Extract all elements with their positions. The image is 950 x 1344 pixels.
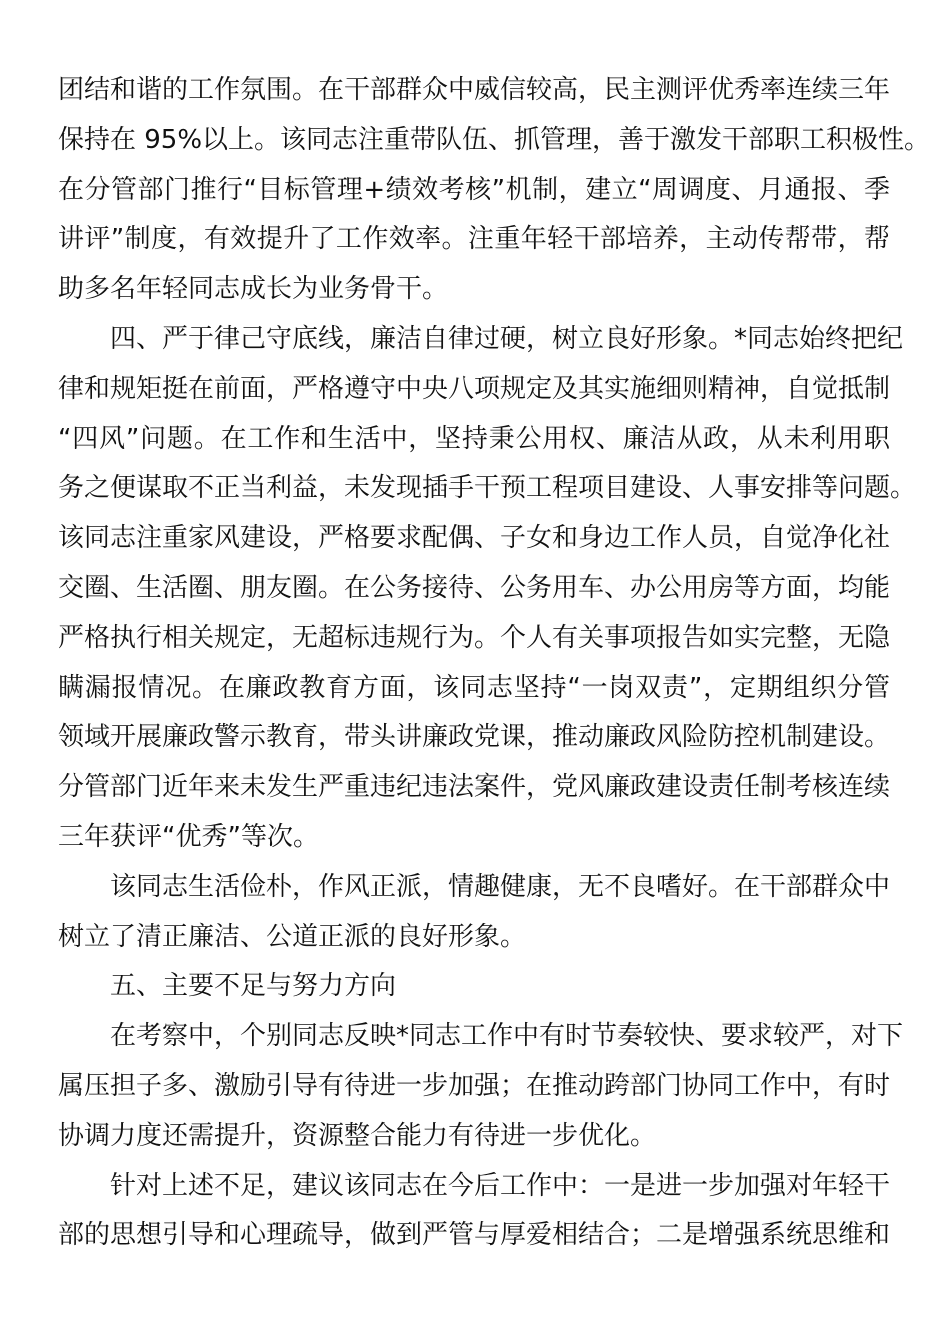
text-line: 三年获评“优秀”等次。 [58, 822, 319, 852]
text-line: “四风”问题。在工作和生活中，坚持秉公用权、廉洁从政，从未利用职 [58, 423, 890, 454]
text-line: 团结和谐的工作氛围。在干部群众中威信较高，民主测评优秀率连续三年 [58, 75, 891, 105]
text-line: 保持在 95%以上。该同志注重带队伍、抓管理，善于激发干部职工积极性。 [58, 124, 931, 155]
text-line: 瞒漏报情况。在廉政教育方面，该同志坚持“一岗双责”，定期组织分管 [58, 672, 890, 703]
text-line: 严格执行相关规定，无超标违规行为。个人有关事项报告如实完整，无隐 [58, 622, 891, 653]
text-line: 在考察中，个别同志反映*同志工作中有时节奏较快、要求较严，对下 [110, 1021, 904, 1052]
text-line: 分管部门近年来未发生严重违纪违法案件，党风廉政建设责任制考核连续 [58, 772, 891, 803]
text-line: 律和规矩挺在前面，严格遵守中央八项规定及其实施细则精神，自觉抵制 [58, 373, 891, 404]
text-line: 协调力度还需提升，资源整合能力有待进一步优化。 [58, 1120, 657, 1151]
text-line: 五、主要不足与努力方向 [110, 971, 397, 1002]
text-line: 树立了清正廉洁、公道正派的良好形象。 [58, 921, 527, 952]
text-line: 讲评”制度，有效提升了工作效率。注重年轻干部培养，主动传帮带，帮 [58, 224, 890, 255]
text-line: 助多名年轻同志成长为业务骨干。 [58, 274, 449, 305]
text-line: 属压担子多、激励引导有待进一步加强；在推动跨部门协同工作中，有时 [58, 1071, 891, 1101]
text-line: 部的思想引导和心理疏导，做到严管与厚爱相结合；二是增强系统思维和 [58, 1220, 891, 1251]
text-line: 交圈、生活圈、朋友圈。在公务接待、公务用车、办公用房等方面，均能 [58, 573, 891, 603]
text-line: 针对上述不足，建议该同志在今后工作中：一是进一步加强对年轻干 [110, 1170, 891, 1201]
text-line: 领域开展廉政警示教育，带头讲廉政党课，推动廉政风险防控机制建设。 [58, 722, 891, 753]
text-line: 在分管部门推行“目标管理+绩效考核”机制，建立“周调度、月通报、季 [58, 174, 890, 205]
text-line: 该同志生活俭朴，作风正派，情趣健康，无不良嗜好。在干部群众中 [110, 871, 891, 902]
text-line: 该同志注重家风建设，严格要求配偶、子女和身边工作人员，自觉净化社 [58, 523, 891, 554]
text-line: 四、严于律己守底线，廉洁自律过硬，树立良好形象。*同志始终把纪 [110, 324, 904, 354]
text-line: 务之便谋取不正当利益，未发现插手干预工程项目建设、人事安排等问题。 [58, 473, 917, 504]
